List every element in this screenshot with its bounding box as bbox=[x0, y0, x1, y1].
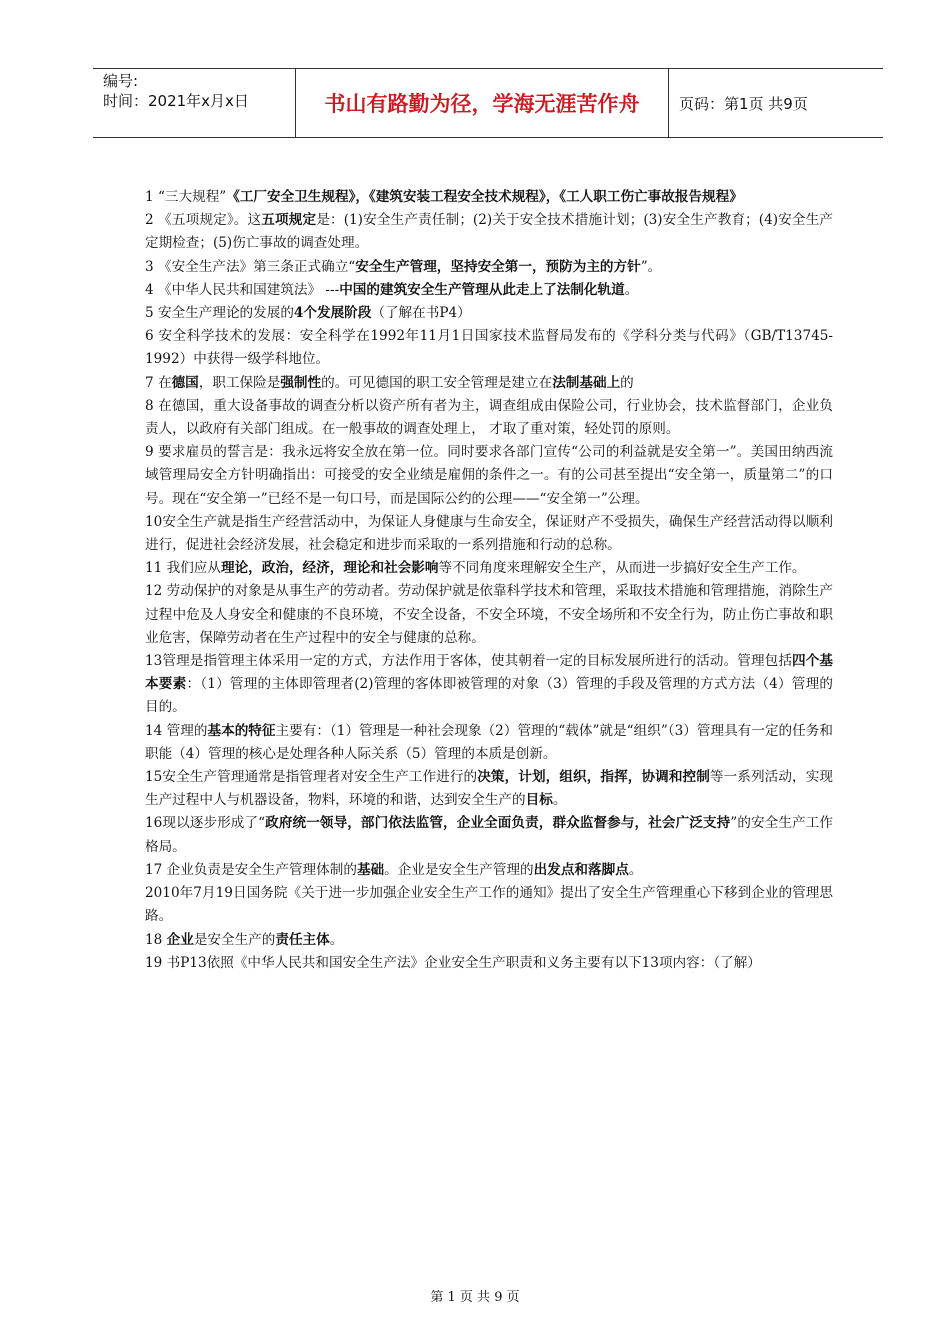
bold-text: 强制性 bbox=[280, 374, 322, 391]
paragraph: 5 安全生产理论的发展的4个发展阶段（了解在书P4） bbox=[145, 305, 471, 322]
paragraph: 3 《安全生产法》第三条正式确立“安全生产管理，坚持安全第一，预防为主的方针”。 bbox=[145, 258, 662, 275]
time-label: 时间：2021年x月x日 bbox=[103, 92, 249, 110]
paragraph: 2010年7月19日国务院《关于进一步加强企业安全生产工作的通知》提出了安全生产管理重心下移到企业的管理思路。 bbox=[145, 885, 833, 925]
bold-text: 安全生产管理，坚持安全第一，预防为主的方针 bbox=[355, 258, 641, 275]
paragraph: 14 管理的基本的特征主要有：（1）管理是一种社会现象（2）管理的“载体”就是“组织”（3）管理具有一定的任务和职能（4）管理的核心是处理各种人际关系（5）管理的本质是创新。 bbox=[145, 722, 833, 762]
paragraph: 16现以逐步形成了“政府统一领导，部门依法监管，企业全面负责，群众监督参与，社会广泛支持”的安全生产工作格局。 bbox=[145, 815, 834, 855]
page-label: 页码：第1页 共9页 bbox=[679, 94, 808, 113]
number-label: 编号: bbox=[103, 72, 139, 90]
paragraph: 4 《中华人民共和国建筑法》 ---中国的建筑安全生产管理从此走上了法制化轨道。 bbox=[145, 281, 639, 298]
bold-text: 法制基础上 bbox=[552, 374, 621, 391]
motto: 书山有路勤为径，学海无涯苦作舟 bbox=[295, 69, 669, 137]
bold-text: 目标 bbox=[525, 792, 553, 809]
bold-text: 4个发展阶段 bbox=[293, 305, 372, 322]
paragraph: 15安全生产管理通常是指管理者对安全生产工作进行的决策，计划，组织，指挥，协调和控制等一系列活动，实现生产过程中人与机器设备，物料，环境的和谐，达到安全生产的目标。 bbox=[145, 769, 834, 809]
bold-text: 出发点和落脚点 bbox=[533, 861, 629, 878]
paragraph: 17 企业负责是安全生产管理体制的基础。企业是安全生产管理的出发点和落脚点。 bbox=[145, 861, 643, 878]
bold-text: 五项规定 bbox=[261, 212, 317, 229]
paragraph: 11 我们应从理论，政治，经济，理论和社会影响等不同角度来理解安全生产，从而进一步搞好安全生产工作。 bbox=[145, 560, 806, 577]
bold-text: 责任主体 bbox=[275, 931, 330, 948]
bold-text: 决策，计划，组织，指挥，协调和控制 bbox=[477, 769, 710, 786]
document-body bbox=[145, 186, 833, 975]
paragraph: 10安全生产就是指生产经营活动中，为保证人身健康与生命安全，保证财产不受损失，确保生产经营活动得以顺利进行，促进社会经济发展，社会稳定和进步而采取的一系列措施和行动的总称。 bbox=[145, 513, 833, 554]
header-meta bbox=[103, 71, 293, 111]
bold-text: 理论，政治，经济，理论和社会影响 bbox=[221, 560, 439, 577]
paragraph: 12 劳动保护的对象是从事生产的劳动者。劳动保护就是依靠科学技术和管理，采取技术措施和管理措施，消除生产过程中危及人身安全和健康的不良环境，不安全设备，不安全环境，不安全场所和不安全行为，防止伤亡事故和职业危害，保障劳动者在生产过程中的安全与健康的总称。 bbox=[145, 583, 833, 646]
bold-text: 德国 bbox=[171, 374, 199, 391]
bold-text: 中国的建筑安全生产管理从此走上了法制化轨道 bbox=[339, 281, 625, 298]
bold-text: 企业 bbox=[166, 931, 194, 948]
paragraph: 19 书P13依照《中华人民共和国安全生产法》企业安全生产职责和义务主要有以下13项内容：（了解） bbox=[145, 954, 761, 971]
paragraph: 6 安全科学技术的发展：安全科学在1992年11月1日国家技术监督局发布的《学科分类与代码》（GB/T13745-1992）中获得一级学科地位。 bbox=[145, 328, 833, 368]
bold-text: 《工厂安全卫生规程》，《建筑安装工程安全技术规程》，《工人职工伤亡事故报告规程》 bbox=[226, 189, 743, 205]
paragraph: 9 要求雇员的誓言是：我永远将安全放在第一位。同时要求各部门宣传“公司的利益就是安全第一”。美国田纳西流域管理局安全方针明确指出：可接受的安全业绩是雇佣的条件之一。有的公司甚至提出“安全第一，质量第二”的口号。现在“安全第一”已经不是一句口号，而是国际公约的公理——“安全第一”公理。 bbox=[145, 444, 833, 507]
paragraph: 2 《五项规定》。这五项规定是：(1)安全生产责任制；(2)关于安全技术措施计划；(3)安全生产教育；(4)安全生产定期检查；(5)伤亡事故的调查处理。 bbox=[145, 212, 833, 252]
paragraph: 7 在德国，职工保险是强制性的。可见德国的职工安全管理是建立在法制基础上的 bbox=[145, 374, 634, 391]
paragraph: 8 在德国，重大设备事故的调查分析以资产所有者为主，调查组成由保险公司，行业协会，技术监督部门，企业负责人，以政府有关部门组成。在一般事故的调查处理上， 才取了重对策，轻处罚的原则。 bbox=[145, 397, 833, 438]
paragraph: 13管理是指管理主体采用一定的方式，方法作用于客体，使其朝着一定的目标发展所进行的活动。管理包括四个基本要素：（1）管理的主体即管理者(2)管理的客体即被管理的对象（3）管理的手段及管理的方式方法（4）管理的目的。 bbox=[145, 653, 834, 716]
paragraph: 1 “三大规程”《工厂安全卫生规程》，《建筑安装工程安全技术规程》，《工人职工伤亡事故报告规程》 bbox=[145, 189, 743, 205]
bold-text: 基本的特征 bbox=[207, 722, 276, 739]
bold-text: 四个基本要素 bbox=[145, 653, 834, 693]
bold-text: 政府统一领导，部门依法监管，企业全面负责，群众监督参与，社会广泛支持 bbox=[265, 815, 731, 832]
page-header bbox=[93, 68, 883, 138]
paragraph: 18 企业是安全生产的责任主体。 bbox=[145, 931, 344, 948]
bold-text: 基础 bbox=[356, 861, 385, 878]
page-footer: 第 1 页 共 9 页 bbox=[430, 1290, 520, 1305]
